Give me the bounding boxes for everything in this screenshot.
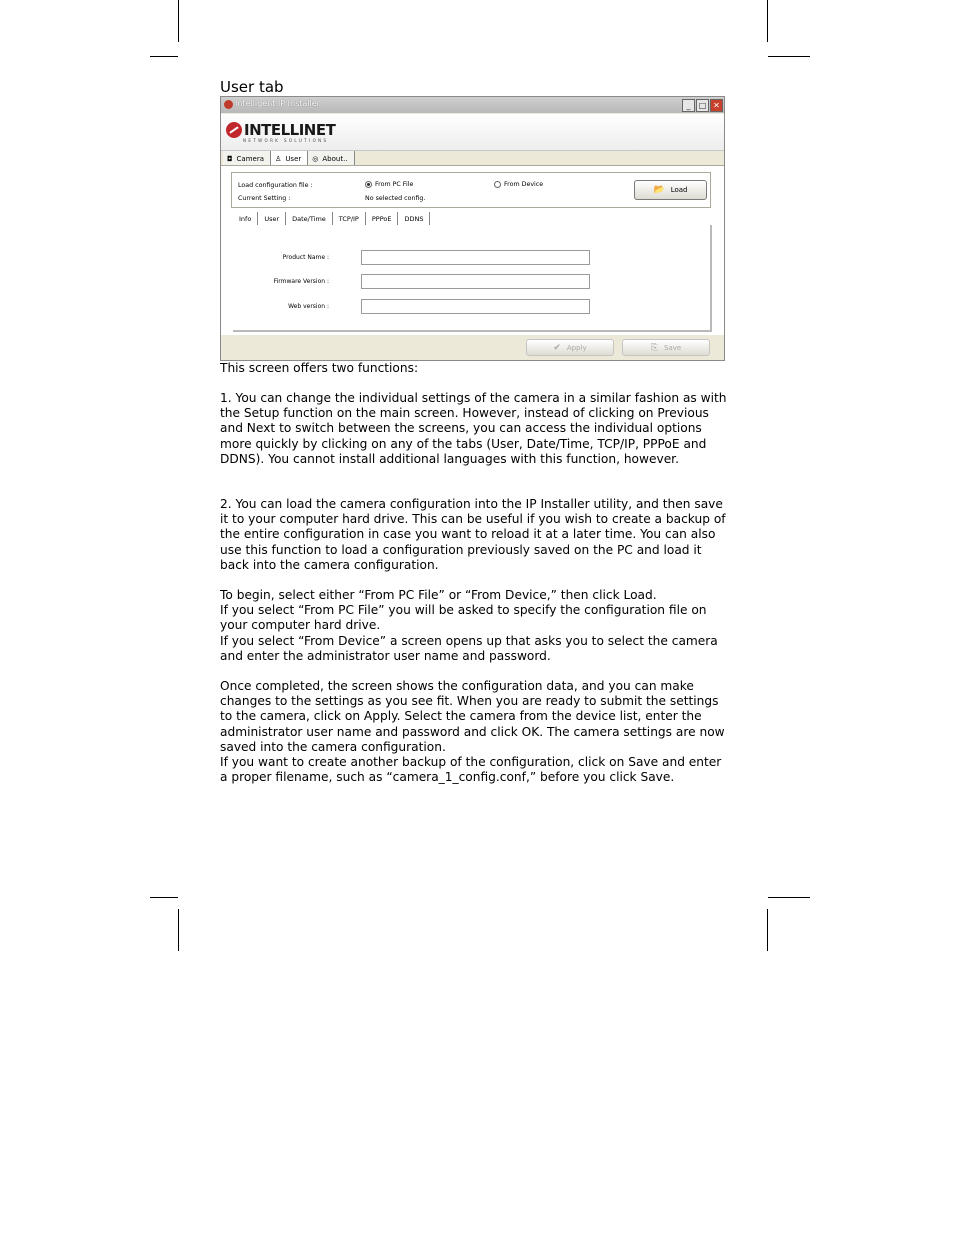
paragraph-1: 1. You can change the individual settings of the camera in a similar fashion as with the Setup function on the main screen. However, instead of clicking on Previous and Next to switch between the screens, you can access the individual options more quickly by clicking on any of the tabs (User, Date/Time, TCP/IP, PPPoE and DDNS). You cannot install additional languages with this function, however. <box>220 391 727 466</box>
crop-mark <box>150 897 178 898</box>
paragraph-3a: To begin, select either “From PC File” or “From Device,” then click Load. <box>220 588 657 602</box>
app-icon <box>224 100 233 109</box>
tab-camera[interactable]: ◘ Camera <box>223 151 271 165</box>
firmware-version-label: Firmware Version : <box>273 278 329 285</box>
window-title: Intelligent IP Installer <box>235 99 320 108</box>
info-icon: ◎ <box>312 154 319 163</box>
save-button[interactable]: ⎘ Save <box>622 339 710 356</box>
web-version-field[interactable] <box>361 299 590 314</box>
current-setting-value: No selected config. <box>365 195 426 202</box>
paragraph-3b: If you select “From PC File” you will be asked to specify the configuration file on your computer hard drive. <box>220 603 707 633</box>
subtab-date-time[interactable]: Date/Time <box>286 212 333 225</box>
load-config-group <box>231 172 711 208</box>
radio-dot <box>494 181 501 188</box>
firmware-version-field[interactable] <box>361 274 590 289</box>
crop-mark <box>767 0 768 42</box>
logo-mark-icon <box>226 122 242 138</box>
subtab-ddns[interactable]: DDNS <box>398 212 430 225</box>
tab-about[interactable]: ◎ About.. <box>308 151 354 165</box>
radio-from-pc-file[interactable]: From PC File <box>365 181 413 188</box>
paragraph-2: 2. You can load the camera configuration into the IP Installer utility, and then save it to your computer hard drive. This can be useful if you wish to create a backup of the entire configuration in case you want to reload it at a later time. You can also use this function to load a configuration previously saved on the PC and load it back into the camera configuration. <box>220 497 726 572</box>
web-version-label: Web version : <box>288 303 329 310</box>
paragraph-4a: Once completed, the screen shows the configuration data, and you can make changes to the settings as you see fit. When you are ready to submit the settings to the camera, click on Apply. Select the camera from the device list, enter the administrator user name and password and click OK. The camera settings are now saved into the camera configuration. <box>220 679 725 754</box>
config-subtabs <box>233 212 430 225</box>
intellinet-logo <box>226 121 335 139</box>
brand-banner <box>221 114 724 151</box>
maximize-icon[interactable]: □ <box>696 99 709 112</box>
product-name-field[interactable] <box>361 250 590 265</box>
load-config-label: Load configuration file : <box>238 182 313 189</box>
main-tabs <box>223 151 355 165</box>
camera-icon: ◘ <box>227 154 233 163</box>
radio-dot <box>365 181 372 188</box>
subtab-pppoe[interactable]: PPPoE <box>366 212 399 225</box>
close-icon[interactable]: ✕ <box>710 99 723 112</box>
crop-mark <box>150 56 178 57</box>
title-bar <box>221 97 724 113</box>
logo-tagline: NETWORK SOLUTIONS <box>243 138 329 143</box>
apply-button[interactable]: ✔ Apply <box>526 339 614 356</box>
crop-mark <box>767 909 768 951</box>
crop-mark <box>178 909 179 951</box>
crop-mark <box>178 0 179 42</box>
tab-user[interactable]: ♙ User <box>271 151 308 165</box>
user-icon: ♙ <box>275 154 282 163</box>
app-window <box>220 96 725 361</box>
product-name-label: Product Name : <box>282 254 329 261</box>
subtab-tcp-ip[interactable]: TCP/IP <box>333 212 366 225</box>
save-icon: ⎘ <box>650 342 658 353</box>
paragraph-3c: If you select “From Device” a screen opens up that asks you to select the camera and enter the administrator user name and password. <box>220 634 718 664</box>
radio-from-device[interactable]: From Device <box>494 181 543 188</box>
crop-mark <box>768 56 810 57</box>
subtab-user[interactable]: User <box>258 212 286 225</box>
load-folder-icon: 📂 <box>653 185 665 195</box>
check-icon: ✔ <box>553 342 561 353</box>
subtab-info[interactable]: Info <box>233 212 258 225</box>
load-button[interactable]: 📂 Load <box>634 180 707 200</box>
logo-text: INTELLINET <box>244 121 336 139</box>
action-bar <box>221 335 724 360</box>
section-heading: User tab <box>220 78 284 96</box>
intro-text: This screen offers two functions: <box>220 361 419 375</box>
current-setting-label: Current Setting : <box>238 195 291 202</box>
crop-mark <box>768 897 810 898</box>
info-panel <box>233 225 712 332</box>
user-tab-panel <box>221 166 724 360</box>
paragraph-4b: If you want to create another backup of the configuration, click on Save and enter a proper filename, such as “camera_1_config.conf,” before you click Save. <box>220 755 722 785</box>
minimize-icon[interactable]: _ <box>682 99 695 112</box>
